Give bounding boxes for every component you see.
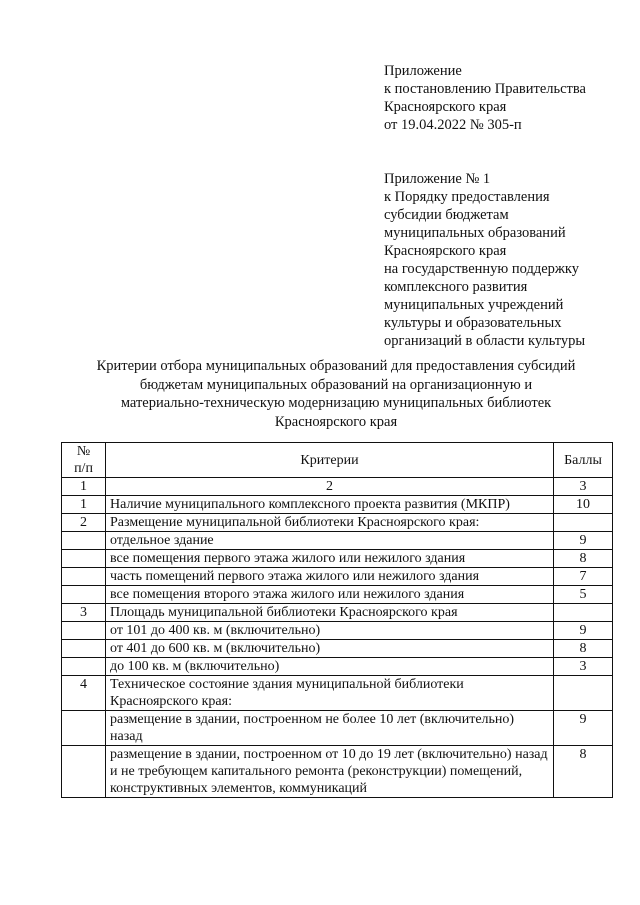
table-row [62, 568, 613, 586]
appendix-block [384, 62, 634, 350]
row-num-cell [62, 550, 106, 568]
row-points-cell: 8 [554, 640, 613, 658]
title-line: Критерии отбора муниципальных образований для предоставления субсидий [96, 358, 576, 374]
appendix-line: Красноярского края [384, 243, 507, 259]
row-criteria-cell: Техническое состояние здания муниципальной библиотеки Красноярского края: [106, 676, 554, 711]
row-num-cell: 2 [62, 514, 106, 532]
col-number-3: 3 [554, 478, 613, 496]
table-row [62, 586, 613, 604]
row-criteria-cell: от 401 до 600 кв. м (включительно) [106, 640, 554, 658]
appendix-line: Приложение № 1 [384, 171, 491, 187]
row-criteria-cell: размещение в здании, построенном не более 10 лет (включительно) назад [106, 711, 554, 746]
row-points-cell: 7 [554, 568, 613, 586]
row-points-cell [554, 604, 613, 622]
table-row [62, 711, 613, 746]
appendix-line: культуры и образовательных [384, 315, 562, 331]
row-points-cell: 10 [554, 496, 613, 514]
header-criteria: Критерии [106, 443, 554, 478]
table-row [62, 550, 613, 568]
table-row [62, 622, 613, 640]
row-criteria-cell: все помещения второго этажа жилого или нежилого здания [106, 586, 554, 604]
appendix-line: Красноярского края [384, 99, 507, 115]
row-num-cell [62, 586, 106, 604]
row-num-cell [62, 568, 106, 586]
title-line: материально-техническую модернизацию муниципальных библиотек [120, 395, 552, 411]
table-row [62, 532, 613, 550]
appendix-line: комплексного развития [384, 279, 528, 295]
title-line: бюджетам муниципальных образований на организационную и [139, 376, 533, 393]
row-points-cell: 9 [554, 532, 613, 550]
table-row [62, 496, 613, 514]
appendix-line: к Порядку предоставления [384, 189, 550, 205]
row-criteria-cell: до 100 кв. м (включительно) [106, 658, 554, 676]
row-num-cell [62, 532, 106, 550]
appendix-line: на государственную поддержку [384, 261, 579, 277]
column-number-row [62, 478, 613, 496]
document-title [60, 357, 612, 431]
criteria-table [61, 442, 613, 798]
row-points-cell: 3 [554, 658, 613, 676]
row-points-cell: 8 [554, 746, 613, 798]
row-num-cell: 4 [62, 676, 106, 711]
table-row [62, 604, 613, 622]
table-row [62, 746, 613, 798]
header-num: № п/п [62, 443, 106, 478]
table-row [62, 676, 613, 711]
row-points-cell: 5 [554, 586, 613, 604]
row-criteria-cell: Площадь муниципальной библиотеки Красноярского края [106, 604, 554, 622]
appendix-gap [384, 134, 634, 170]
row-criteria-cell: все помещения первого этажа жилого или нежилого здания [106, 550, 554, 568]
table-row [62, 640, 613, 658]
row-criteria-cell: от 101 до 400 кв. м (включительно) [106, 622, 554, 640]
appendix-line: субсидии бюджетам [384, 207, 509, 223]
appendix-line: муниципальных образований [384, 225, 566, 241]
row-num-cell: 1 [62, 496, 106, 514]
row-criteria-cell: часть помещений первого этажа жилого или нежилого здания [106, 568, 554, 586]
row-num-cell [62, 711, 106, 746]
col-number-1: 1 [62, 478, 106, 496]
appendix-line: Приложение [384, 63, 462, 79]
row-criteria-cell: отдельное здание [106, 532, 554, 550]
table-row [62, 658, 613, 676]
row-points-cell [554, 514, 613, 532]
appendix-line: от 19.04.2022 № 305-п [384, 117, 522, 133]
row-criteria-cell: Наличие муниципального комплексного проекта развития (МКПР) [106, 496, 554, 514]
row-num-cell [62, 640, 106, 658]
row-num-cell [62, 746, 106, 798]
row-points-cell: 8 [554, 550, 613, 568]
header-row [62, 443, 613, 478]
row-criteria-cell: Размещение муниципальной библиотеки Красноярского края: [106, 514, 554, 532]
row-points-cell: 9 [554, 622, 613, 640]
row-points-cell [554, 676, 613, 711]
row-num-cell: 3 [62, 604, 106, 622]
title-line: Красноярского края [274, 413, 398, 430]
row-points-cell: 9 [554, 711, 613, 746]
appendix-line: к постановлению Правительства [384, 81, 586, 97]
row-num-cell [62, 658, 106, 676]
criteria-table-body [62, 443, 613, 798]
col-number-2: 2 [106, 478, 554, 496]
row-criteria-cell: размещение в здании, построенном от 10 до 19 лет (включительно) назад и не требующем капитального ремонта (реконструкции) помещений, конструктивных элементов, коммуникаций [106, 746, 554, 798]
row-num-cell [62, 622, 106, 640]
appendix-line: организаций в области культуры [384, 333, 586, 349]
table-row [62, 514, 613, 532]
header-points: Баллы [554, 443, 613, 478]
appendix-line: муниципальных учреждений [384, 297, 564, 313]
